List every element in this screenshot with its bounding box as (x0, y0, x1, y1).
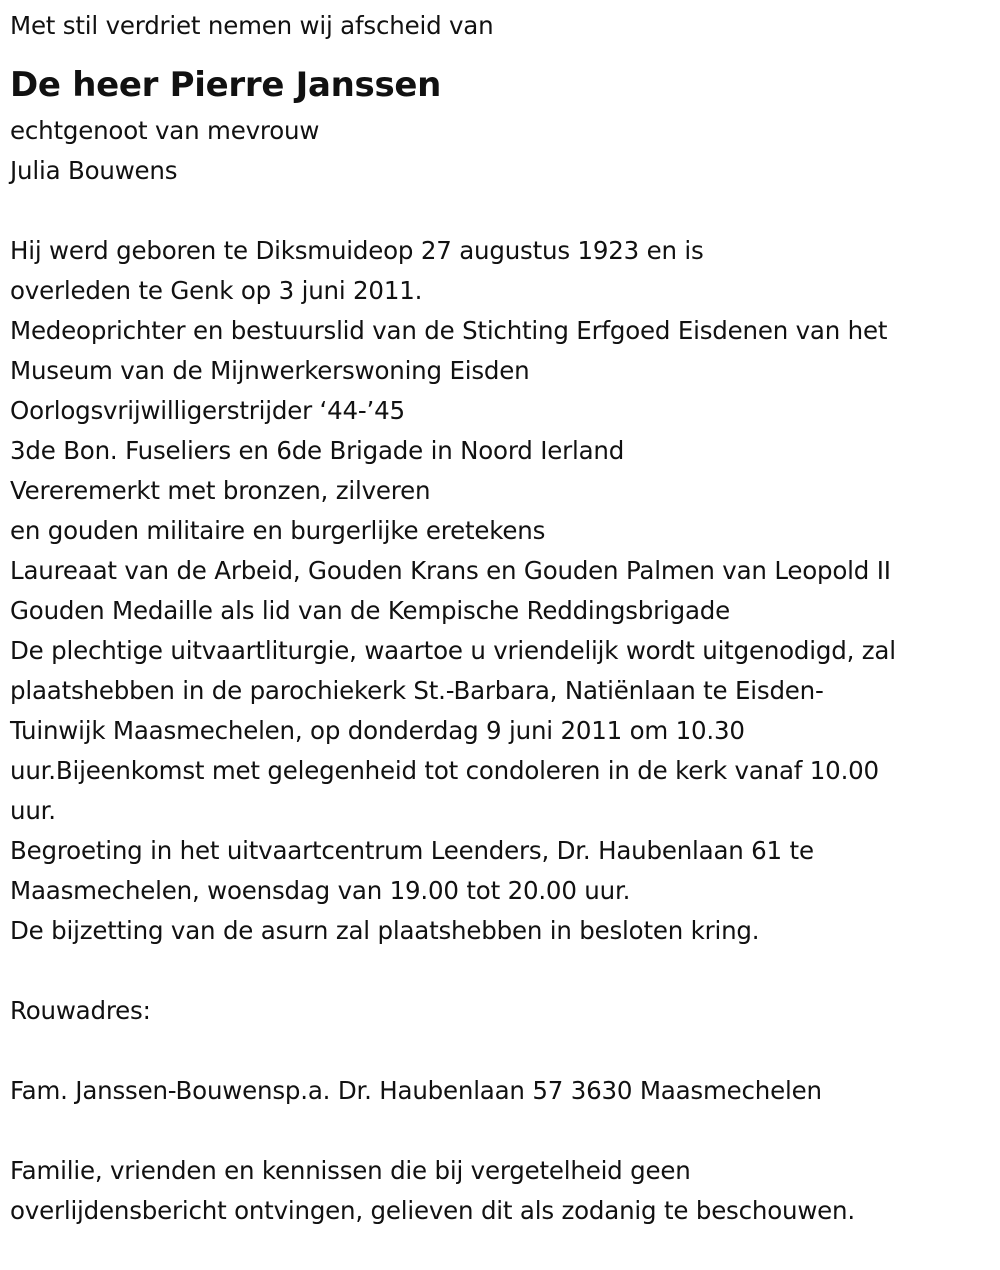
spacer (10, 1111, 990, 1151)
bio-line: De plechtige uitvaartliturgie, waartoe u vriendelijk wordt uitgenodigd, zal (10, 636, 896, 665)
closing-block (10, 1151, 990, 1231)
bio-line: Museum van de Mijnwerkerswoning Eisden (10, 356, 530, 385)
closing-line: overlijdensbericht ontvingen, gelieven dit als zodanig te beschouwen. (10, 1196, 855, 1225)
deceased-name-heading: De heer Pierre Janssen (10, 65, 442, 105)
bio-line: Laureaat van de Arbeid, Gouden Krans en Gouden Palmen van Leopold II (10, 556, 891, 585)
spouse-line: echtgenoot van mevrouw (10, 116, 320, 145)
spacer (10, 951, 990, 991)
bio-line: Medeoprichter en bestuurslid van de Stichting Erfgoed Eisdenen van het (10, 316, 888, 345)
spacer (10, 1031, 990, 1071)
bio-line: Maasmechelen, woensdag van 19.00 tot 20.00 uur. (10, 876, 631, 905)
bio-line: Hij werd geboren te Diksmuideop 27 augustus 1923 en is (10, 236, 704, 265)
bio-line: en gouden militaire en burgerlijke eretekens (10, 516, 546, 545)
bio-line: 3de Bon. Fuseliers en 6de Brigade in Noord Ierland (10, 436, 625, 465)
closing-line: Familie, vrienden en kennissen die bij vergetelheid geen (10, 1156, 691, 1185)
bio-line: Tuinwijk Maasmechelen, op donderdag 9 juni 2011 om 10.30 (10, 716, 745, 745)
bio-line: plaatshebben in de parochiekerk St.-Barbara, Natiënlaan te Eisden- (10, 676, 824, 705)
bio-line: Gouden Medaille als lid van de Kempische Reddingsbrigade (10, 596, 731, 625)
intro-text: Met stil verdriet nemen wij afscheid van (10, 11, 494, 40)
spouse-block (10, 111, 990, 191)
spouse-line: Julia Bouwens (10, 156, 178, 185)
bio-line: Oorlogsvrijwilligerstrijder ‘44-’45 (10, 396, 405, 425)
spacer (10, 191, 990, 231)
mourning-address: Fam. Janssen-Bouwensp.a. Dr. Haubenlaan 57 3630 Maasmechelen (10, 1076, 822, 1105)
bio-line: De bijzetting van de asurn zal plaatshebben in besloten kring. (10, 916, 760, 945)
mourning-address-label: Rouwadres: (10, 996, 151, 1025)
bio-line: Begroeting in het uitvaartcentrum Leenders, Dr. Haubenlaan 61 te (10, 836, 814, 865)
bio-line: uur. (10, 796, 56, 825)
bio-line: Vereremerkt met bronzen, zilveren (10, 476, 431, 505)
biography-block (10, 231, 990, 951)
bio-line: uur.Bijeenkomst met gelegenheid tot condoleren in de kerk vanaf 10.00 (10, 756, 879, 785)
bio-line: overleden te Genk op 3 juni 2011. (10, 276, 423, 305)
